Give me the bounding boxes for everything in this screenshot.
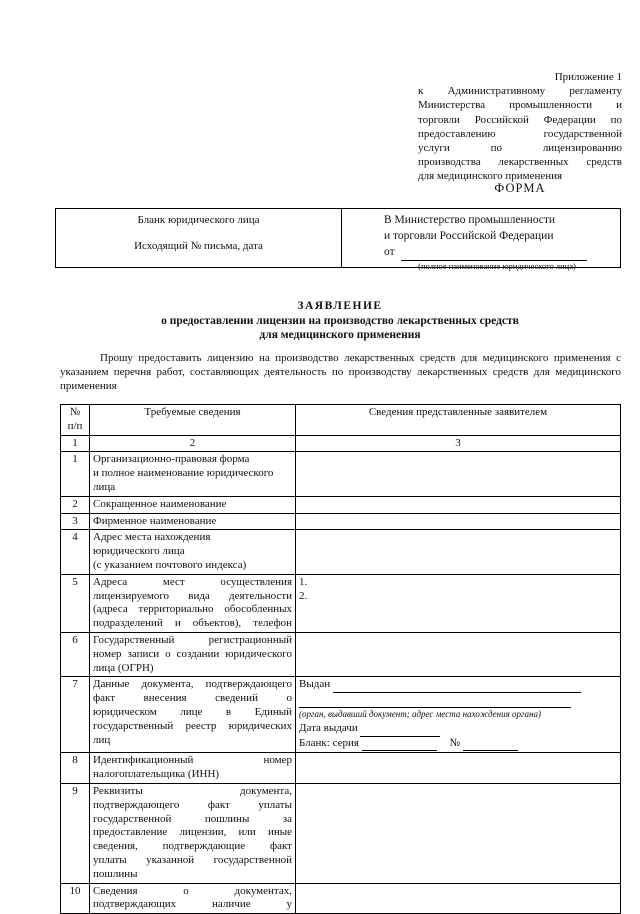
row-label — [90, 452, 296, 496]
row-value-cell[interactable] — [296, 452, 621, 496]
application-table — [60, 404, 621, 914]
row-text: государственный реестр юридических — [93, 719, 292, 732]
row-text: Данные документа, подтверждающего — [93, 678, 292, 691]
address-item-2: 2. — [299, 589, 308, 602]
row-num: 6 — [61, 632, 90, 676]
row-text: налогоплательщика (ИНН) — [93, 768, 220, 781]
row-text: юридическом лице в Единый — [93, 705, 292, 718]
row-text: подразделений и объектов), телефон — [93, 617, 292, 630]
row-text: лиц — [93, 733, 111, 746]
outgoing-number-label: Исходящий № письма, дата — [134, 240, 263, 252]
row-text: уплаты указанной государственной — [93, 853, 292, 866]
table-row — [61, 753, 621, 784]
annex-line: Министерства промышленности и — [418, 99, 622, 112]
header-right — [342, 209, 620, 271]
addressee-line1: В Министерство промышленности — [384, 214, 556, 226]
address-item-1: 1. — [299, 575, 308, 588]
issue-date-field[interactable] — [360, 722, 440, 737]
annex-line: предоставлению государственной — [418, 127, 622, 140]
from-label: от — [384, 246, 395, 258]
doc-subtitle-1: о предоставлении лицензии на производство лекарственных средств — [161, 315, 519, 327]
colnum: 1 — [61, 435, 90, 452]
row-value-cell[interactable] — [296, 496, 621, 513]
from-field[interactable] — [401, 244, 587, 261]
row-text: сведения, подтверждающие факт — [93, 840, 292, 853]
addressee-line2: и торговли Российской Федерации — [384, 230, 554, 242]
from-note: (полное наименование юридического лица) — [418, 261, 576, 271]
row-text: пошлины — [93, 867, 138, 880]
row-label — [90, 753, 296, 784]
row-text: Сведения о документах, — [93, 884, 292, 897]
table-header-row — [61, 405, 621, 436]
row-num: 2 — [61, 496, 90, 513]
row-text: Государственный регистрационный — [93, 633, 292, 646]
table-row — [61, 677, 621, 753]
table-row — [61, 496, 621, 513]
table-row — [61, 783, 621, 883]
table-row — [61, 632, 621, 676]
row-label — [90, 677, 296, 753]
row-label — [90, 530, 296, 574]
row-label — [90, 783, 296, 883]
row-value-cell[interactable] — [296, 530, 621, 574]
row-text: лица (ОГРН) — [93, 661, 154, 674]
issue-date-label: Дата выдачи — [299, 721, 358, 734]
row-value-cell[interactable] — [296, 677, 621, 753]
row-value-cell[interactable] — [296, 753, 621, 784]
header-box — [55, 208, 621, 271]
issued-label: Выдан — [299, 678, 331, 691]
row-label: Фирменное наименование — [90, 513, 296, 530]
table-row — [61, 530, 621, 574]
row-num: 3 — [61, 513, 90, 530]
row-label — [90, 883, 296, 914]
row-value-cell[interactable] — [296, 513, 621, 530]
colnum: 2 — [90, 435, 296, 452]
annex-title: Приложение 1 — [554, 71, 622, 83]
row-text: Организационно-правовая форма — [93, 453, 250, 466]
annex-line: для медицинского применения — [418, 170, 563, 183]
row-text: Адреса мест осуществления — [93, 575, 292, 588]
row-value-cell[interactable] — [296, 632, 621, 676]
row-value-cell[interactable] — [296, 883, 621, 914]
row-num: 8 — [61, 753, 90, 784]
header-num: № п/п — [61, 405, 90, 436]
row-text: лицензируемого вида деятельности — [93, 589, 292, 602]
row-num: 7 — [61, 677, 90, 753]
row-label — [90, 574, 296, 632]
letterhead-label: Бланк юридического лица — [137, 214, 260, 226]
colnum: 3 — [296, 435, 621, 452]
row-text: лица — [93, 480, 116, 493]
row-text: Идентификационный номер — [93, 754, 292, 767]
header-left — [56, 209, 342, 267]
row-text: подтверждающих наличие у — [93, 898, 292, 911]
form-number-field[interactable] — [463, 737, 518, 752]
row-label — [90, 632, 296, 676]
row-text: (с указанием почтового индекса) — [93, 558, 247, 571]
row-text: государственной пошлины за — [93, 812, 292, 825]
doc-title: ЗАЯВЛЕНИЕ — [297, 300, 383, 312]
row-value-cell[interactable] — [296, 783, 621, 883]
row-num: 9 — [61, 783, 90, 883]
annex-line: услуги по лицензированию — [418, 142, 622, 155]
row-text: Адрес места нахождения — [93, 531, 211, 544]
row-text: факт внесения сведений о — [93, 692, 292, 705]
form-series-field[interactable] — [362, 737, 437, 752]
request-paragraph: Прошу предоставить лицензию на производство лекарственных средств для медицинского применения с указанием перечня работ, составляющих деятельность по производству лекарственных средств для медицинского применения — [60, 352, 621, 392]
header-provided: Сведения представленные заявителем — [296, 405, 621, 436]
table-colnum-row — [61, 435, 621, 452]
issuer-note: (орган, выдавший документ; адрес места нахождения органа) — [299, 708, 542, 719]
annex-line: производства лекарственных средств — [418, 156, 622, 169]
table-row — [61, 883, 621, 914]
row-text: подтверждающего факт уплаты — [93, 798, 292, 811]
row-num: 10 — [61, 883, 90, 914]
form-number-label: № — [449, 736, 460, 749]
doc-subtitle-2: для медицинского применения — [259, 329, 421, 341]
row-text: юридического лица — [93, 545, 185, 558]
header-required: Требуемые сведения — [90, 405, 296, 436]
row-text: и полное наименование юридического — [93, 467, 274, 480]
table-row — [61, 513, 621, 530]
row-num: 1 — [61, 452, 90, 496]
issued-field-2[interactable] — [299, 693, 571, 708]
annex-block — [418, 70, 622, 184]
annex-line: торговли Российской Федерации по — [418, 113, 622, 126]
form-series-label: Бланк: серия — [299, 736, 359, 749]
row-text: предоставление лицензии, или иные — [93, 826, 292, 839]
table-row — [61, 574, 621, 632]
row-num: 4 — [61, 530, 90, 574]
annex-line: к Административному регламенту — [418, 85, 622, 98]
row-text: (адреса территориально обособленных — [93, 603, 292, 616]
table-row — [61, 452, 621, 496]
row-text: Реквизиты документа, — [93, 784, 292, 797]
row-label: Сокращенное наименование — [90, 496, 296, 513]
issued-field[interactable] — [333, 678, 581, 693]
row-text: номер записи о создании юридического — [93, 647, 292, 660]
row-num: 5 — [61, 574, 90, 632]
form-label: ФОРМА — [494, 181, 546, 195]
row-value-cell[interactable] — [296, 574, 621, 632]
